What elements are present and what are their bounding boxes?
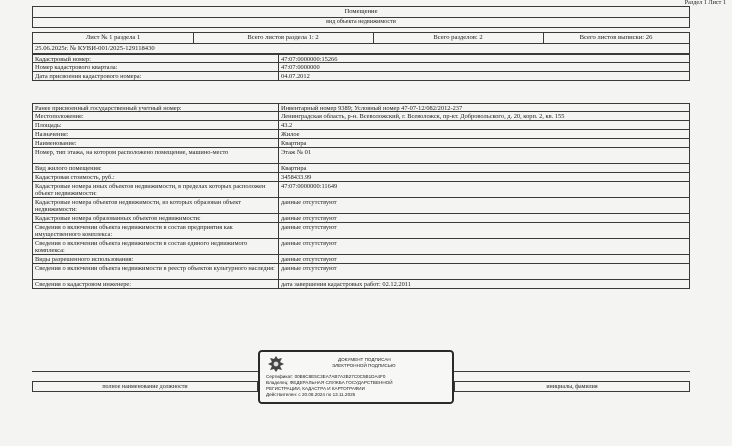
field-value: Инвентарный номер 9389; Условный номер 47-07-12/082/2012-237 <box>281 105 463 112</box>
field-value: данные отсутствуют <box>281 265 337 272</box>
field-row <box>32 255 690 264</box>
sheet-number: Лист № 1 раздела 1 <box>85 34 141 41</box>
field-value: Квартира <box>281 140 307 147</box>
stamp-line-4: Владелец: ФЕДЕРАЛЬНАЯ СЛУЖБА ГОСУДАРСТВЕННОЙ <box>266 380 393 385</box>
field-divider <box>278 112 279 120</box>
field-row <box>32 173 690 182</box>
name-label: инициалы, фамилия <box>546 384 598 390</box>
field-row <box>32 264 690 280</box>
field-divider <box>278 121 279 129</box>
field-value: 47:07:0000000:11649 <box>281 183 338 190</box>
field-value: данные отсутствуют <box>281 256 337 263</box>
field-divider <box>278 255 279 263</box>
field-label: Виды разрешенного использования: <box>35 256 134 263</box>
field-divider <box>278 264 279 279</box>
position-label: полное наименование должности <box>102 384 188 390</box>
reference-number: 25.06.2025г. № КУВИ-001/2025-129118430 <box>35 45 155 52</box>
field-divider <box>278 148 279 163</box>
field-label: Сведения о кадастровом инженере: <box>35 281 132 288</box>
field-row <box>32 164 690 173</box>
field-label: Вид жилого помещения: <box>35 165 102 172</box>
field-divider <box>278 173 279 181</box>
field-row <box>32 112 690 121</box>
field-row <box>32 280 690 289</box>
field-label: Номер кадастрового квартала: <box>35 64 118 71</box>
field-divider <box>278 223 279 238</box>
field-value: Жилое <box>281 131 300 138</box>
field-row <box>32 130 690 139</box>
field-value: дата завершения кадастровых работ: 02.12.2011 <box>281 281 411 288</box>
field-row <box>32 121 690 130</box>
top-field-row <box>32 54 690 63</box>
reference-line <box>32 43 690 54</box>
field-label: Наименование: <box>35 140 77 147</box>
field-divider <box>278 55 279 62</box>
field-value: данные отсутствуют <box>281 224 337 231</box>
field-value: Этаж № 01 <box>281 149 312 156</box>
field-label: Номер, тип этажа, на котором расположено помещение, машино-место <box>35 149 229 156</box>
field-label: Кадастровые номера иных объектов недвижимости, в пределах которых расположен объект недвижимости: <box>35 183 266 197</box>
field-label: Дата присвоения кадастрового номера: <box>35 73 142 80</box>
field-row <box>32 198 690 214</box>
field-value: данные отсутствуют <box>281 215 337 222</box>
field-label: Назначение: <box>35 131 69 138</box>
total-sections: Всего разделов: 2 <box>433 34 483 41</box>
field-divider <box>278 104 279 111</box>
field-label: Кадастровый номер: <box>35 56 91 63</box>
field-divider <box>278 63 279 71</box>
signature-box-left <box>32 381 258 392</box>
field-value: Ленинградская область, р-н. Всеволожский, г. Всеволожск, пр-кт. Добровольского, д. 20, корп. 2, кв. 155 <box>281 113 565 120</box>
field-value: 47:07:0000000 <box>281 64 320 71</box>
signature-box-right <box>454 381 690 392</box>
field-label: Местоположение: <box>35 113 84 120</box>
page-subtitle: вид объекта недвижимости <box>326 19 396 25</box>
field-row <box>32 239 690 255</box>
top-field-row <box>32 72 690 81</box>
field-divider <box>278 72 279 80</box>
page-title: Помещение <box>344 8 378 15</box>
field-label: Сведения о включении объекта недвижимости в реестр объектов культурного наследия: <box>35 265 275 272</box>
field-label: Ранее присвоенный государственный учетный номер: <box>35 105 182 112</box>
field-value: данные отсутствуют <box>281 199 337 206</box>
coat-of-arms-icon <box>267 355 285 373</box>
field-row <box>32 148 690 164</box>
total-sheets-section: Всего листов раздела 1: 2 <box>247 34 319 41</box>
field-label: Площадь: <box>35 122 62 129</box>
electronic-signature-stamp <box>258 350 454 404</box>
field-value: 43.2 <box>281 122 293 129</box>
signature-line-right <box>454 371 690 372</box>
field-divider <box>278 139 279 147</box>
field-value: данные отсутствуют <box>281 240 337 247</box>
field-label: Кадастровые номера образованных объектов недвижимости: <box>35 215 201 222</box>
field-divider <box>278 182 279 197</box>
field-label: Кадастровая стоимость, руб.: <box>35 174 115 181</box>
field-divider <box>278 130 279 138</box>
top-field-row <box>32 63 690 72</box>
field-value: 47:07:0000000:15266 <box>281 56 338 63</box>
field-label: Кадастровые номера объектов недвижимости, из которых образован объект недвижимости: <box>35 199 242 213</box>
signature-line-left <box>32 371 258 372</box>
field-row <box>32 223 690 239</box>
field-divider <box>278 280 279 288</box>
field-value: 04.07.2012 <box>281 73 310 80</box>
field-value: Квартира <box>281 165 307 172</box>
total-sheets-extract: Всего листов выписки: 26 <box>579 34 653 41</box>
field-divider <box>278 239 279 254</box>
field-value: 3458433.99 <box>281 174 312 181</box>
stamp-line-6: Действителен: с 20.08.2024 по 13.11.2025 <box>266 392 356 397</box>
field-label: Сведения о включении объекта недвижимости в состав предприятия как имущественного комплекса: <box>35 224 233 238</box>
section-page-label: Раздел 1 Лист 1 <box>684 0 726 6</box>
stamp-line-5: РЕГИСТРАЦИИ, КАДАСТРА И КАРТОГРАФИИ <box>266 386 365 391</box>
field-divider <box>278 214 279 222</box>
stamp-line-2: ЭЛЕКТРОННОЙ ПОДПИСЬЮ <box>332 363 396 368</box>
field-row <box>32 139 690 148</box>
stamp-line-1: ДОКУМЕНТ ПОДПИСАН <box>338 357 391 362</box>
field-row <box>32 182 690 198</box>
subtitle-box <box>32 17 690 28</box>
field-divider <box>278 198 279 213</box>
field-divider <box>278 164 279 172</box>
stamp-line-3: Сертификат: 00B6C8E5C3EA7AB7A2B27C0C5B1DA4F0 <box>266 374 386 379</box>
field-row <box>32 103 690 112</box>
field-row <box>32 214 690 223</box>
field-label: Сведения о включении объекта недвижимости в состав единого недвижимого комплекса: <box>35 240 248 254</box>
